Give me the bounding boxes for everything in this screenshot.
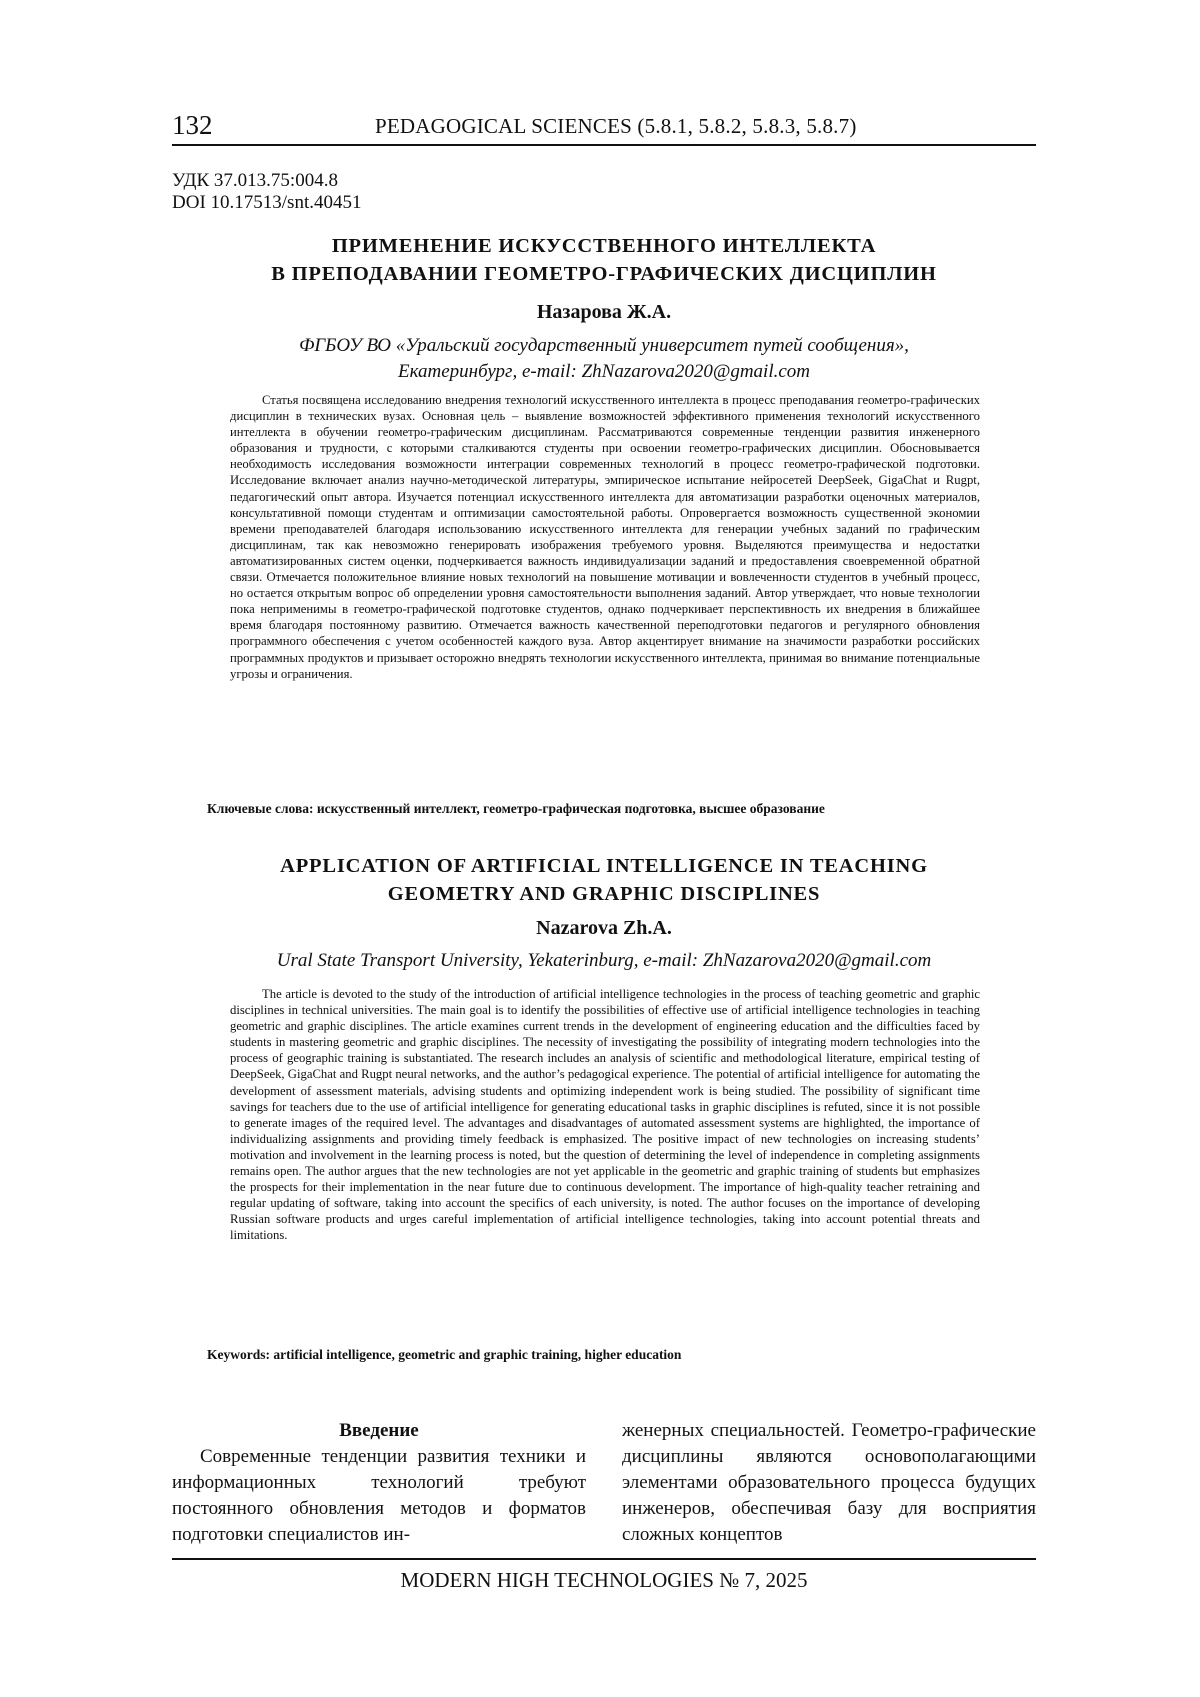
journal-section: PEDAGOGICAL SCIENCES (5.8.1, 5.8.2, 5.8.3, 5.8.7) — [375, 114, 857, 138]
udc-code: УДК 37.013.75:004.8 — [172, 170, 338, 191]
body-column-left — [172, 1418, 586, 1548]
doi: DOI 10.17513/snt.40451 — [172, 192, 362, 213]
ru-abstract: Статья посвящена исследованию внедрения технологий искусственного интеллекта в процесс преподавания геометро-графических дисциплин в технических вузах. Основная цель – выявление возможностей эффективного применения технологий искусственного интеллекта в обучении геометро-графическим дисциплинам. Рассматриваются современные тенденции развития инженерного образования и трудности, с которыми сталкиваются студенты при освоении геометро-графических дисциплин. Обосновывается необходимость исследования возможности интеграции современных технологий в процесс геометро-графической подготовки. Исследование включает анализ научно-методической литературы, эмпирическое испытание нейросетей DeepSeek, GigaChat и Rugpt, педагогический опыт автора. Изучается потенциал искусственного интеллекта для автоматизации разработки оценочных материалов, консультативной помощи студентам и оптимизации самостоятельной работы. Опровергается возможность существенной экономии времени преподавателей благодаря использованию искусственного интеллекта для генерации учебных заданий по графическим дисциплинам, так как невозможно генерировать изображения требуемого уровня. Выделяются преимущества и недостатки автоматизированных систем оценки, подчеркивается важность индивидуализации заданий и предоставления своевременной обратной связи. Отмечается положительное влияние новых технологий на повышение мотивации и вовлеченности студентов в учебный процесс, но остается открытым вопрос об определении уровня самостоятельности выполнения заданий. Автор утверждает, что новые технологии пока неприменимы в геометро-графической подготовке студентов, однако подчеркивает перспективность их внедрения в ближайшее время благодаря постоянному развитию. Отмечается важность качественной переподготовки педагогов и регулярного обновления программного обеспечения с учетом особенностей каждого вуза. Автор акцентирует внимание на значимости разработки российских программных продуктов и призывает осторожно внедрять технологии искусственного интеллекта, принимая во внимание потенциальные угрозы и ограничения. — [230, 393, 980, 681]
ru-affiliation-line-1: ФГБОУ ВО «Уральский государственный университет путей сообщения», — [299, 335, 909, 356]
ru-affiliation-line-2: Екатеринбург, e-mail: ZhNazarova2020@gmail.com — [397, 361, 811, 382]
en-abstract: The article is devoted to the study of the introduction of artificial intelligence technologies in the process of teaching geometric and graphic disciplines in technical universities. The main goal is to identify the possibilities of effective use of artificial intelligence technologies in teaching geometric and graphic disciplines. The article examines current trends in the development of engineering education and the difficulties faced by students in mastering geometric and graphic disciplines. The necessity of investigating the possibility of integrating modern technologies into the process of geographic training is substantiated. The research includes an analysis of scientific and methodological literature, empirical testing of DeepSeek, GigaChat and Rugpt neural networks, and the author’s pedagogical experience. The potential of artificial intelligence for automating the development of assessment materials, advising students and optimizing independent work is being studied. The possibility of significant time savings for teachers due to the use of artificial intelligence for generating educational tasks in graphic disciplines is refuted, since it is not possible to generate images of the required level. The advantages and disadvantages of automated assessment systems are highlighted, the importance of individualizing assignments and providing timely feedback is emphasized. The positive impact of new technologies on increasing students’ motivation and involvement in the learning process is noted, but the question of determining the level of independence in completing assignments remains open. The author argues that the new technologies are not yet applicable in the geometric and graphic training of students but emphasizes the prospects for their implementation in the near future due to continuous development. The importance of high-quality teacher retraining and regular updating of software, taking into account the specifics of each university, is noted. The author focuses on the importance of developing Russian software products and urges careful implementation of artificial intelligence technologies, taking into account potential threats and limitations. — [230, 987, 980, 1243]
ru-title-line-1: ПРИМЕНЕНИЕ ИСКУССТВЕННОГО ИНТЕЛЛЕКТА — [331, 235, 877, 257]
ru-title-line-2: В ПРЕПОДАВАНИИ ГЕОМЕТРО-ГРАФИЧЕСКИХ ДИСЦИПЛИН — [271, 263, 937, 285]
introduction-paragraph: Современные тенденции развития техники и информационных технологий требуют постоянного обновления методов и форматов подготовки специалистов ин- — [172, 1446, 586, 1545]
article-page — [172, 0, 1036, 1697]
article-identifiers — [172, 170, 361, 214]
en-keywords: Keywords: artificial intelligence, geometric and graphic training, higher education — [207, 1347, 682, 1362]
ru-author: Назарова Ж.А. — [536, 301, 672, 323]
body-column-right — [622, 1418, 1036, 1548]
en-title-line-1: APPLICATION OF ARTIFICIAL INTELLIGENCE IN TEACHING — [280, 855, 928, 877]
introduction-paragraph-continued: женерных специальностей. Геометро-графические дисциплины являются основополагающими элементами образовательного процесса будущих инженеров, обеспечивая базу для восприятия сложных концептов — [622, 1420, 1036, 1545]
introduction-heading: Введение — [339, 1420, 419, 1441]
en-title-line-2: GEOMETRY AND GRAPHIC DISCIPLINES — [387, 883, 821, 905]
page-number: 132 — [172, 110, 213, 140]
ru-affiliation — [172, 333, 1036, 385]
en-author: Nazarova Zh.A. — [536, 917, 672, 939]
running-header — [172, 108, 1036, 146]
en-affiliation: Ural State Transport University, Yekaterinburg, e-mail: ZhNazarova2020@gmail.com — [276, 950, 932, 971]
en-title — [172, 852, 1036, 908]
ru-title — [172, 232, 1036, 288]
running-footer: MODERN HIGH TECHNOLOGIES № 7, 2025 — [172, 1558, 1036, 1596]
ru-keywords: Ключевые слова: искусственный интеллект, геометро-графическая подготовка, высшее образование — [207, 801, 825, 816]
